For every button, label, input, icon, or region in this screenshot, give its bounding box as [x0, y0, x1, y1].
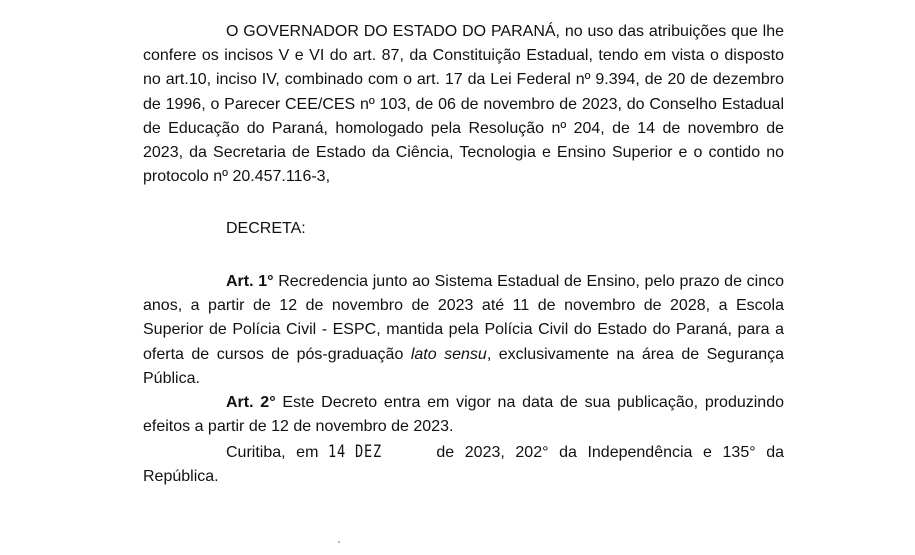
closing-text [143, 440, 784, 489]
stamped-date-area [318, 440, 436, 465]
article-1-label: Art. 1° [226, 273, 274, 290]
article-1-text-before: Recredencia junto ao Sistema Estadual de Ensino, pelo prazo de cinco anos, a partir de 12 de novembro de 2023 até 11 de novembro de 2028, a Escola Superior de Polícia Civil - ESPC, mantida pela Polícia Civil do Estado do Paraná, para a oferta de cursos de pós-graduação [143, 273, 785, 363]
scan-speck [338, 541, 340, 543]
article-2-label: Art. 2° [226, 394, 276, 411]
decreta-heading: DECRETA: [226, 220, 306, 237]
decreta-heading-block [143, 217, 784, 241]
stamped-date: 14 DEZ [328, 442, 383, 462]
article-2-paragraph [143, 391, 784, 439]
closing-suffix: de 2023, 202° da Independência e 135° da República. [143, 444, 784, 486]
article-2-text: Este Decreto entra em vigor na data de sua publicação, produzindo efeitos a partir de 12 de novembro de 2023. [143, 394, 784, 436]
article-1-paragraph [143, 270, 784, 391]
preamble-text: O GOVERNADOR DO ESTADO DO PARANÁ, no uso das atribuições que lhe confere os incisos V e VI do art. 87, da Constituição Estadual, tendo em vista o disposto no art.10, inciso IV, combinado com o art. 17 da Lei Federal nº 9.394, de 20 de dezembro de 1996, o Parecer CEE/CES nº 103, de 06 de novembro de 2023, do Conselho Estadual de Educação do Paraná, homologado pela Resolução nº 204, de 14 de novembro de 2023, da Secretaria de Estado da Ciência, Tecnologia e Ensino Superior e o contido no protocolo nº 20.457.116-3, [143, 23, 784, 186]
preamble-paragraph [143, 20, 784, 189]
article-2 [143, 391, 784, 439]
closing-paragraph [143, 440, 784, 489]
closing-prefix: Curitiba, em [226, 444, 319, 461]
article-1-italic-term: lato sensu [410, 345, 487, 363]
article-1 [143, 270, 784, 391]
article-1-text-after: , exclusivamente na área de Segurança Pública. [143, 345, 785, 387]
